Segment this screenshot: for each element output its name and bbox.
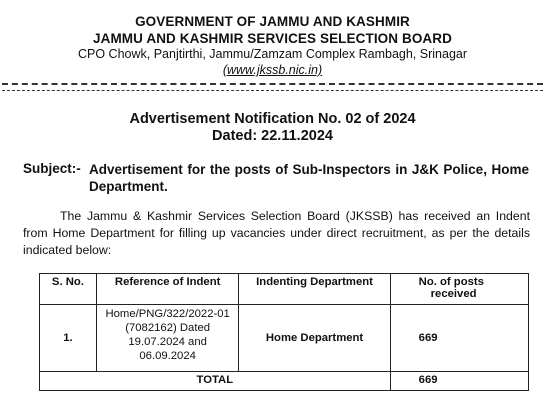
header-posts-line1: No. of posts [418,276,484,288]
total-value: 669 [390,372,528,391]
table-total-row [40,372,529,391]
government-heading: GOVERNMENT OF JAMMU AND KASHMIR [135,14,410,29]
header-posts [390,274,528,305]
subject-text: Advertisement for the posts of Sub-Inspectors in J&K Police, Home Department. [89,162,529,194]
row-sno: 1. [40,305,97,372]
indent-table [39,273,529,391]
header-sno: S. No. [40,274,97,305]
header-divider-top [2,83,543,85]
notification-date: Dated: 22.11.2024 [212,128,333,144]
header-posts-line2: received [430,288,477,300]
table-header-row [40,274,529,305]
total-label: TOTAL [40,372,391,391]
row-reference-line4: 06.09.2024 [139,350,196,362]
body-paragraph: The Jammu & Kashmir Services Selection Board (JKSSB) has received an Indent from Home Department for filling up vacancies under direct recruitment, as per the details indicated below: [23,209,530,257]
header-reference: Reference of Indent [96,274,239,305]
row-reference-line3: 19.07.2024 and [128,336,207,348]
row-reference-line1: Home/PNG/322/2022-01 [105,308,230,320]
subject-label: Subject:- [23,161,81,176]
board-website-link[interactable]: (www.jkssb.nic.in) [222,63,323,77]
row-reference [96,305,239,372]
board-address: CPO Chowk, Panjtirthi, Jammu/Zamzam Complex Rambagh, Srinagar [77,47,468,61]
row-department: Home Department [239,305,390,372]
row-posts: 669 [390,305,528,372]
notification-title: Advertisement Notification No. 02 of 2024 [129,111,416,127]
table-row [40,305,529,372]
board-heading: JAMMU AND KASHMIR SERVICES SELECTION BOARD [93,31,452,46]
header-department: Indenting Department [239,274,390,305]
row-reference-line2: (7082162) Dated [125,322,211,334]
header-divider-bottom [2,90,543,91]
